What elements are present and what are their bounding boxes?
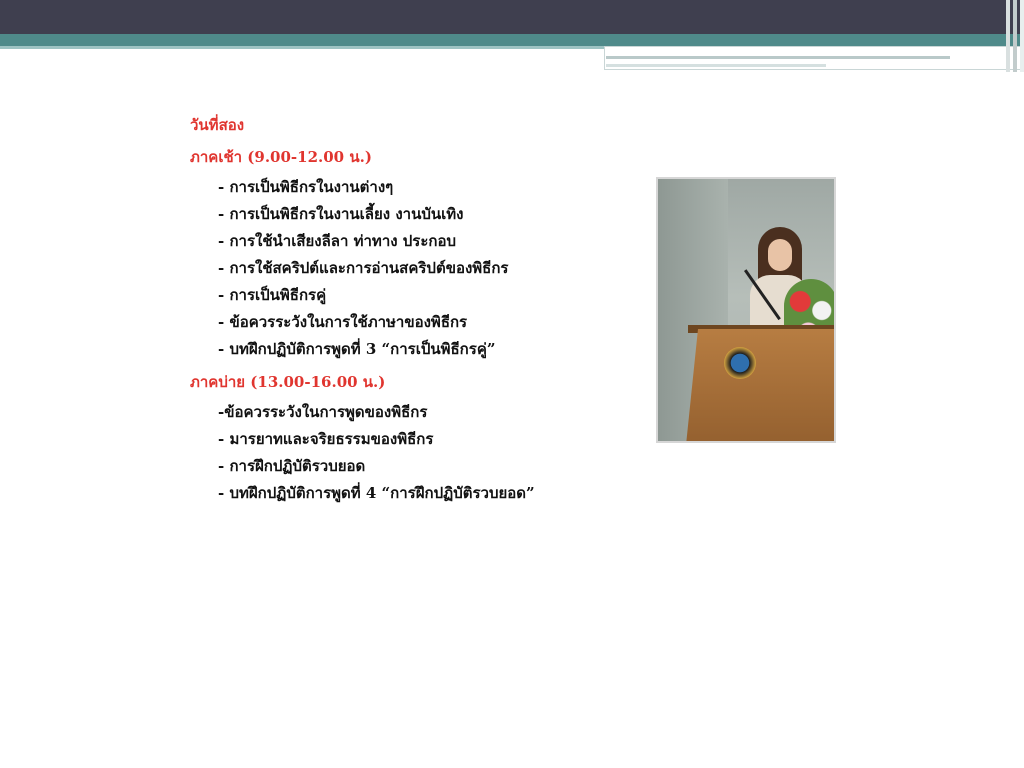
afternoon-heading: ภาคบ่าย (13.00-16.00 น.): [190, 373, 386, 391]
list-item: - การใช้นำเสียงลีลา ท่าทาง ประกอบ: [218, 232, 457, 250]
list-item: - การเป็นพิธีกรคู่: [218, 286, 327, 304]
vertical-bar: [1020, 0, 1024, 72]
podium-emblem: [724, 347, 756, 379]
speaker-face: [768, 239, 792, 271]
afternoon-list: [190, 399, 640, 507]
header-vertical-bars: [994, 0, 1024, 72]
list-item: - มารยาทและจริยธรรมของพิธีกร: [218, 430, 434, 448]
list-item: - ข้อควรระวังในการใช้ภาษาของพิธีกร: [218, 313, 468, 331]
header-bar: [0, 0, 1024, 34]
vertical-bar: [1013, 0, 1017, 72]
list-item: -ข้อควรระวังในการพูดของพิธีกร: [218, 403, 428, 421]
morning-heading: ภาคเช้า (9.00-12.00 น.): [190, 148, 372, 166]
list-item: - การฝึกปฏิบัติรวบยอด: [218, 457, 366, 475]
list-item: - การเป็นพิธีกรในงานต่างๆ: [218, 178, 394, 196]
header-stripe: [606, 64, 826, 67]
podium: [686, 329, 836, 443]
vertical-bar: [1006, 0, 1010, 72]
list-item: - บทฝึกปฏิบัติการพูดที่ 3 “การเป็นพิธีกรคู่”: [218, 340, 496, 358]
day-title: วันที่สอง: [190, 116, 245, 134]
list-item: - การใช้สคริปต์และการอ่านสคริปต์ของพิธีกร: [218, 259, 509, 277]
list-item: - บทฝึกปฏิบัติการพูดที่ 4 “การฝึกปฏิบัติรวบยอด”: [218, 484, 535, 502]
morning-list: [190, 174, 640, 363]
header-stripe: [606, 56, 950, 59]
list-item: - การเป็นพิธีกรในงานเลี้ยง งานบันเทิง: [218, 205, 464, 223]
header-accent-bar: [0, 34, 1024, 46]
slide-content: [190, 112, 640, 513]
speaker-photo: [656, 177, 836, 443]
